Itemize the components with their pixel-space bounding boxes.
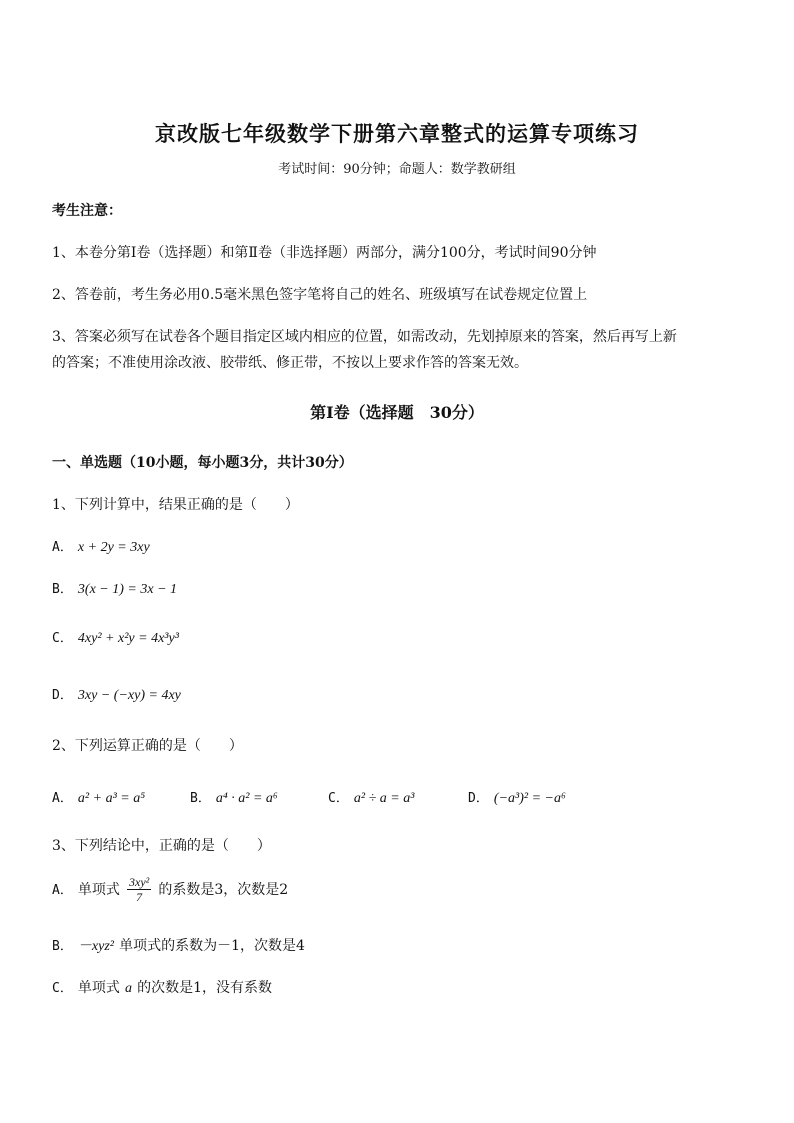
- question-1-option-d[interactable]: [52, 684, 181, 704]
- question-3-option-b[interactable]: [52, 935, 305, 955]
- notice-heading: 考生注意：: [52, 203, 122, 219]
- option-letter: C．: [328, 791, 349, 806]
- notice-item-3: 3、答案必须写在试卷各个题目指定区域内相应的位置，如需改动，先划掉原来的答案，然后再写上新: [52, 329, 677, 345]
- part-heading: 一、单选题（10小题，每小题3分，共计30分）: [52, 455, 353, 471]
- option-expression: －xyz²: [77, 939, 114, 954]
- option-expression: a² ÷ a = a³: [353, 791, 415, 806]
- fraction: [127, 875, 151, 904]
- option-expression: a⁴ · a² = a⁶: [215, 791, 278, 806]
- fraction-numerator: 3xy²: [129, 875, 150, 889]
- option-letter: B．: [52, 939, 73, 954]
- question-1-stem: 1、下列计算中，结果正确的是（ ）: [52, 497, 299, 513]
- option-letter: D．: [52, 688, 73, 703]
- page-title: 京改版七年级数学下册第六章整式的运算专项练习: [155, 121, 639, 146]
- question-2-option-d[interactable]: [468, 787, 566, 807]
- question-2-stem: 2、下列运算正确的是（ ）: [52, 738, 243, 754]
- option-letter: B．: [190, 791, 211, 806]
- question-2-option-a[interactable]: [52, 787, 145, 807]
- option-expression: a: [125, 981, 133, 996]
- notice-item-2: 2、答卷前，考生务必用0.5毫米黑色签字笔将自己的姓名、班级填写在试卷规定位置上: [52, 287, 588, 303]
- option-letter: A．: [52, 540, 73, 555]
- option-letter: D．: [468, 791, 489, 806]
- option-expression: 4xy² + x²y = 4x³y³: [77, 631, 179, 646]
- option-expression: x + 2y = 3xy: [77, 540, 150, 555]
- option-letter: B．: [52, 582, 73, 597]
- question-1-option-b[interactable]: [52, 578, 177, 598]
- option-letter: C．: [52, 631, 73, 646]
- option-suffix: 的系数是3，次数是2: [158, 882, 289, 898]
- exam-info: 考试时间：90分钟；命题人：数学教研组: [278, 162, 516, 177]
- question-3-stem: 3、下列结论中，正确的是（ ）: [52, 838, 271, 854]
- option-expression: 3xy − (−xy) = 4xy: [77, 688, 181, 703]
- fraction-denominator: 7: [136, 890, 143, 904]
- notice-item-3-continued: 的答案；不准使用涂改液、胶带纸、修正带，不按以上要求作答的答案无效。: [52, 355, 528, 371]
- option-expression: a² + a³ = a⁵: [77, 791, 146, 806]
- question-3-option-c[interactable]: [52, 977, 272, 997]
- option-letter: C．: [52, 981, 73, 996]
- question-1-option-c[interactable]: [52, 627, 179, 647]
- question-2-option-c[interactable]: [328, 787, 414, 807]
- option-suffix: 的次数是1，没有系数: [137, 980, 273, 996]
- option-prefix: 单项式: [77, 980, 120, 996]
- question-2-option-b[interactable]: [190, 787, 278, 807]
- option-suffix: 单项式的系数为－1，次数是4: [119, 938, 305, 954]
- question-1-option-a[interactable]: [52, 536, 150, 556]
- option-prefix: 单项式: [77, 882, 120, 898]
- option-expression: 3(x − 1) = 3x − 1: [77, 582, 178, 597]
- option-letter: A．: [52, 791, 73, 806]
- option-expression: (−a³)² = −a⁶: [493, 791, 566, 806]
- option-letter: A．: [52, 883, 73, 898]
- question-3-option-a[interactable]: [52, 875, 288, 904]
- section-title: 第Ⅰ卷（选择题 30分）: [310, 403, 484, 422]
- notice-item-1: 1、本卷分第Ⅰ卷（选择题）和第Ⅱ卷（非选择题）两部分，满分100分，考试时间90分钟: [52, 245, 597, 261]
